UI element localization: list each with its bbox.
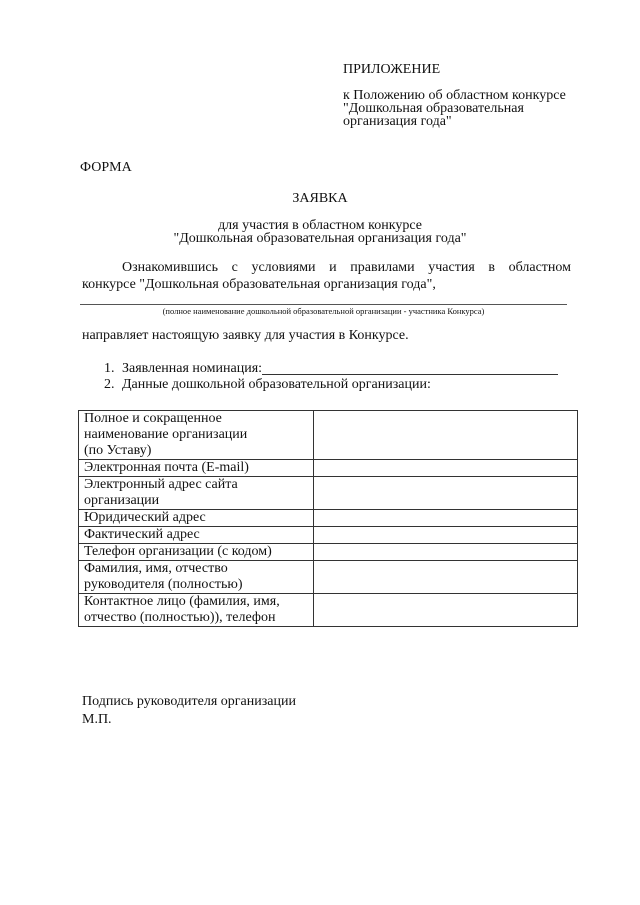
row-label-line: Фактический адрес xyxy=(84,527,200,542)
row-value-cell[interactable] xyxy=(314,510,578,527)
application-subtitle-2: "Дошкольная образовательная организация года" xyxy=(173,231,467,246)
application-subtitle-1: для участия в областном конкурсе xyxy=(218,218,422,233)
signature-label: Подпись руководителя организации xyxy=(82,694,296,709)
row-label-line: отчество (полностью)), телефон xyxy=(84,610,276,625)
appendix-line-2: "Дошкольная образовательная xyxy=(343,101,524,116)
row-label-line: руководителя (полностью) xyxy=(84,577,243,592)
table-row xyxy=(79,594,578,627)
row-label-line: Фамилия, имя, отчество xyxy=(84,561,228,576)
row-label-line: Электронная почта (E-mail) xyxy=(84,460,249,475)
row-value-cell[interactable] xyxy=(314,544,578,561)
list-text: Заявленная номинация: xyxy=(122,361,263,376)
nomination-fill-line xyxy=(262,361,558,375)
statement-text: направляет настоящую заявку для участия в Конкурсе. xyxy=(82,328,409,343)
table-row xyxy=(79,527,578,544)
list-text: Данные дошкольной образовательной организации: xyxy=(122,377,431,392)
row-label xyxy=(79,561,314,594)
table-row xyxy=(79,477,578,510)
table-row xyxy=(79,411,578,460)
intro-line-2: конкурсе "Дошкольная образовательная организация года", xyxy=(82,277,436,292)
organization-data-table xyxy=(78,410,578,627)
row-label xyxy=(79,594,314,627)
row-label-line: Контактное лицо (фамилия, имя, xyxy=(84,594,280,609)
row-label-line: наименование организации xyxy=(84,427,248,442)
row-label-line: организации xyxy=(84,493,160,508)
row-label-line: (по Уставу) xyxy=(84,443,152,458)
org-name-caption: (полное наименование дошкольной образовательной организации - участника Конкурса) xyxy=(162,306,485,316)
table-row xyxy=(79,510,578,527)
row-label xyxy=(79,510,314,527)
numbered-list xyxy=(104,361,558,393)
appendix-title: ПРИЛОЖЕНИЕ xyxy=(343,62,441,77)
org-name-fill-line xyxy=(80,304,567,305)
table-row xyxy=(79,460,578,477)
row-label xyxy=(79,460,314,477)
list-number: 1. xyxy=(104,361,115,376)
row-label-line: Полное и сокращенное xyxy=(84,411,222,426)
table-row xyxy=(79,544,578,561)
row-label-line: Телефон организации (с кодом) xyxy=(84,544,272,559)
row-label xyxy=(79,411,314,460)
list-item-nomination xyxy=(104,361,558,377)
stamp-label: М.П. xyxy=(82,712,112,727)
application-title: ЗАЯВКА xyxy=(292,191,348,206)
row-label-line: Юридический адрес xyxy=(84,510,206,525)
row-label xyxy=(79,477,314,510)
row-value-cell[interactable] xyxy=(314,411,578,460)
row-label-line: Электронный адрес сайта xyxy=(84,477,238,492)
row-value-cell[interactable] xyxy=(314,594,578,627)
table-row xyxy=(79,561,578,594)
appendix-line-3: организация года" xyxy=(343,114,452,129)
row-value-cell[interactable] xyxy=(314,460,578,477)
row-label xyxy=(79,544,314,561)
list-number: 2. xyxy=(104,377,115,392)
appendix-line-1: к Положению об областном конкурсе xyxy=(343,88,566,103)
form-label: ФОРМА xyxy=(80,160,132,175)
row-value-cell[interactable] xyxy=(314,477,578,510)
list-item-org-data xyxy=(104,377,558,393)
intro-line-1: Ознакомившись с условиями и правилами участия в областном xyxy=(122,260,571,275)
row-value-cell[interactable] xyxy=(314,527,578,544)
row-value-cell[interactable] xyxy=(314,561,578,594)
row-label xyxy=(79,527,314,544)
